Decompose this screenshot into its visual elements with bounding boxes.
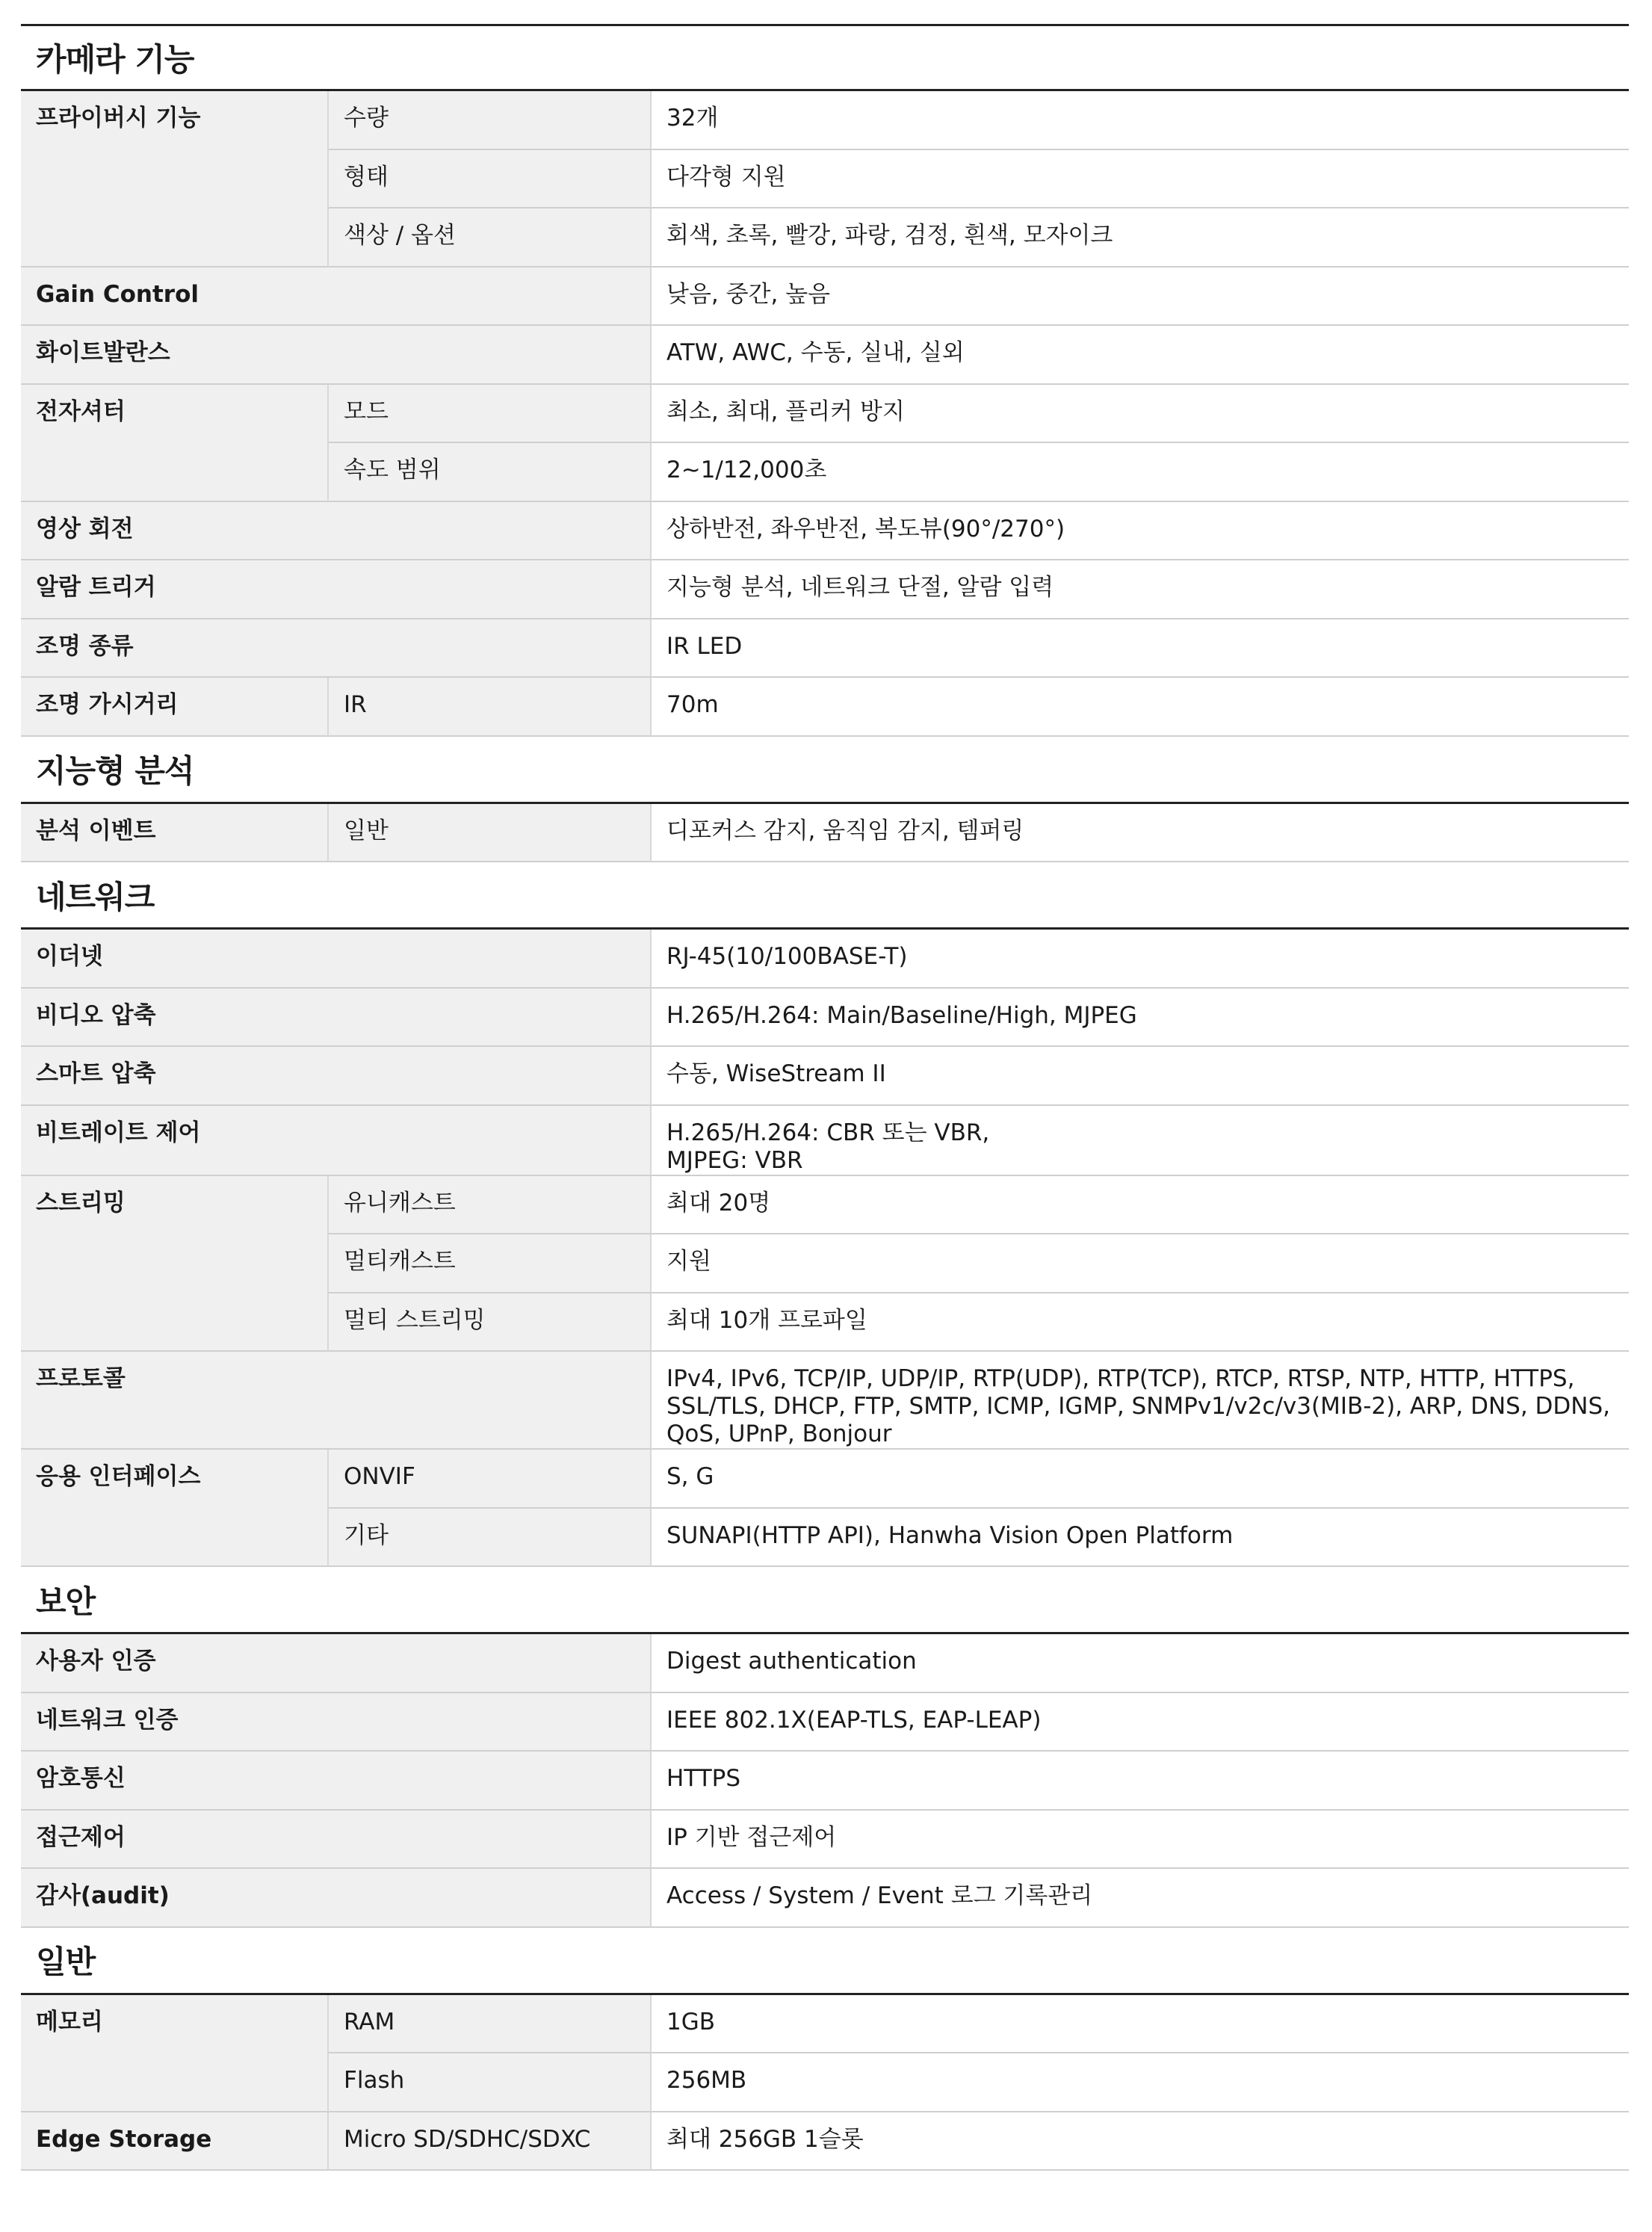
spec-label: 프로토콜	[21, 1352, 652, 1450]
spec-value: RJ-45(10/100BASE-T)	[652, 930, 1629, 989]
spec-label: 스트리밍	[21, 1176, 329, 1353]
spec-value: 지원	[652, 1234, 1629, 1293]
spec-value: 수동, WiseStream II	[652, 1047, 1629, 1106]
spec-value: 최대 256GB 1슬롯	[652, 2112, 1629, 2171]
spec-value: 최대 20명	[652, 1176, 1629, 1235]
spec-table	[21, 930, 1629, 1567]
spec-sublabel: 색상 / 옵션	[329, 208, 652, 268]
spec-value: Access / System / Event 로그 기록관리	[652, 1869, 1629, 1928]
spec-sublabel: 수량	[329, 91, 652, 150]
spec-table	[21, 1634, 1629, 1928]
section-title: 일반	[21, 1928, 1629, 1995]
section-title: 카메라 기능	[21, 24, 1629, 91]
spec-value: HTTPS	[652, 1752, 1629, 1811]
spec-label: 감사(audit)	[21, 1869, 652, 1928]
spec-sublabel: RAM	[329, 1995, 652, 2054]
spec-value: Digest authentication	[652, 1634, 1629, 1693]
spec-label: 프라이버시 기능	[21, 91, 329, 268]
spec-value: 회색, 초록, 빨강, 파랑, 검정, 흰색, 모자이크	[652, 208, 1629, 268]
spec-value: 최소, 최대, 플리커 방지	[652, 385, 1629, 444]
spec-label: 이더넷	[21, 930, 652, 989]
spec-value: IPv4, IPv6, TCP/IP, UDP/IP, RTP(UDP), RTP(TCP), RTCP, RTSP, NTP, HTTP, HTTPS, SSL/TLS, DHCP, FTP, SMTP, ICMP, IGMP, SNMPv1/v2c/v3(MIB-2), ARP, DNS, DDNS, QoS, UPnP, Bonjour	[652, 1352, 1629, 1450]
spec-label: 스마트 압축	[21, 1047, 652, 1106]
spec-sublabel: 모드	[329, 385, 652, 444]
spec-label: 비디오 압축	[21, 989, 652, 1048]
spec-value: 256MB	[652, 2053, 1629, 2112]
spec-value: SUNAPI(HTTP API), Hanwha Vision Open Platform	[652, 1509, 1629, 1568]
spec-label: 응용 인터페이스	[21, 1450, 329, 1567]
spec-value: 디포커스 감지, 움직임 감지, 템퍼링	[652, 804, 1629, 863]
spec-sublabel: 멀티캐스트	[329, 1234, 652, 1293]
spec-sublabel: 속도 범위	[329, 443, 652, 502]
spec-value: IR LED	[652, 619, 1629, 678]
spec-label: Edge Storage	[21, 2112, 329, 2171]
spec-label: 영상 회전	[21, 502, 652, 561]
spec-sublabel: IR	[329, 678, 652, 737]
spec-value: 지능형 분석, 네트워크 단절, 알람 입력	[652, 560, 1629, 619]
spec-value: IP 기반 접근제어	[652, 1811, 1629, 1870]
spec-sublabel: 일반	[329, 804, 652, 863]
spec-label: 조명 가시거리	[21, 678, 329, 737]
spec-label: Gain Control	[21, 268, 652, 327]
spec-value: 낮음, 중간, 높음	[652, 268, 1629, 327]
spec-value: IEEE 802.1X(EAP-TLS, EAP-LEAP)	[652, 1693, 1629, 1752]
spec-value: H.265/H.264: CBR 또는 VBR, MJPEG: VBR	[652, 1106, 1629, 1176]
spec-value: 1GB	[652, 1995, 1629, 2054]
spec-value: S, G	[652, 1450, 1629, 1509]
spec-value: 32개	[652, 91, 1629, 150]
section-title: 지능형 분석	[21, 737, 1629, 804]
section-title: 보안	[21, 1567, 1629, 1634]
spec-sublabel: 유니캐스트	[329, 1176, 652, 1235]
spec-label: 네트워크 인증	[21, 1693, 652, 1752]
spec-value: ATW, AWC, 수동, 실내, 실외	[652, 326, 1629, 385]
spec-value: H.265/H.264: Main/Baseline/High, MJPEG	[652, 989, 1629, 1048]
spec-table	[21, 91, 1629, 737]
spec-sublabel: 기타	[329, 1509, 652, 1568]
spec-value: 상하반전, 좌우반전, 복도뷰(90°/270°)	[652, 502, 1629, 561]
spec-label: 비트레이트 제어	[21, 1106, 652, 1176]
spec-sheet	[21, 24, 1629, 2171]
spec-label: 알람 트리거	[21, 560, 652, 619]
spec-label: 전자셔터	[21, 385, 329, 502]
spec-sublabel: 멀티 스트리밍	[329, 1293, 652, 1353]
spec-sublabel: ONVIF	[329, 1450, 652, 1509]
spec-label: 분석 이벤트	[21, 804, 329, 863]
spec-table	[21, 1995, 1629, 2171]
spec-value: 최대 10개 프로파일	[652, 1293, 1629, 1353]
spec-sublabel: Flash	[329, 2053, 652, 2112]
spec-label: 사용자 인증	[21, 1634, 652, 1693]
spec-label: 암호통신	[21, 1752, 652, 1811]
spec-value: 다각형 지원	[652, 150, 1629, 209]
spec-sublabel: 형태	[329, 150, 652, 209]
spec-value: 2~1/12,000초	[652, 443, 1629, 502]
spec-table	[21, 804, 1629, 863]
spec-label: 접근제어	[21, 1811, 652, 1870]
spec-label: 화이트발란스	[21, 326, 652, 385]
spec-sublabel: Micro SD/SDHC/SDXC	[329, 2112, 652, 2171]
spec-label: 메모리	[21, 1995, 329, 2112]
spec-label: 조명 종류	[21, 619, 652, 678]
section-title: 네트워크	[21, 862, 1629, 930]
spec-value: 70m	[652, 678, 1629, 737]
